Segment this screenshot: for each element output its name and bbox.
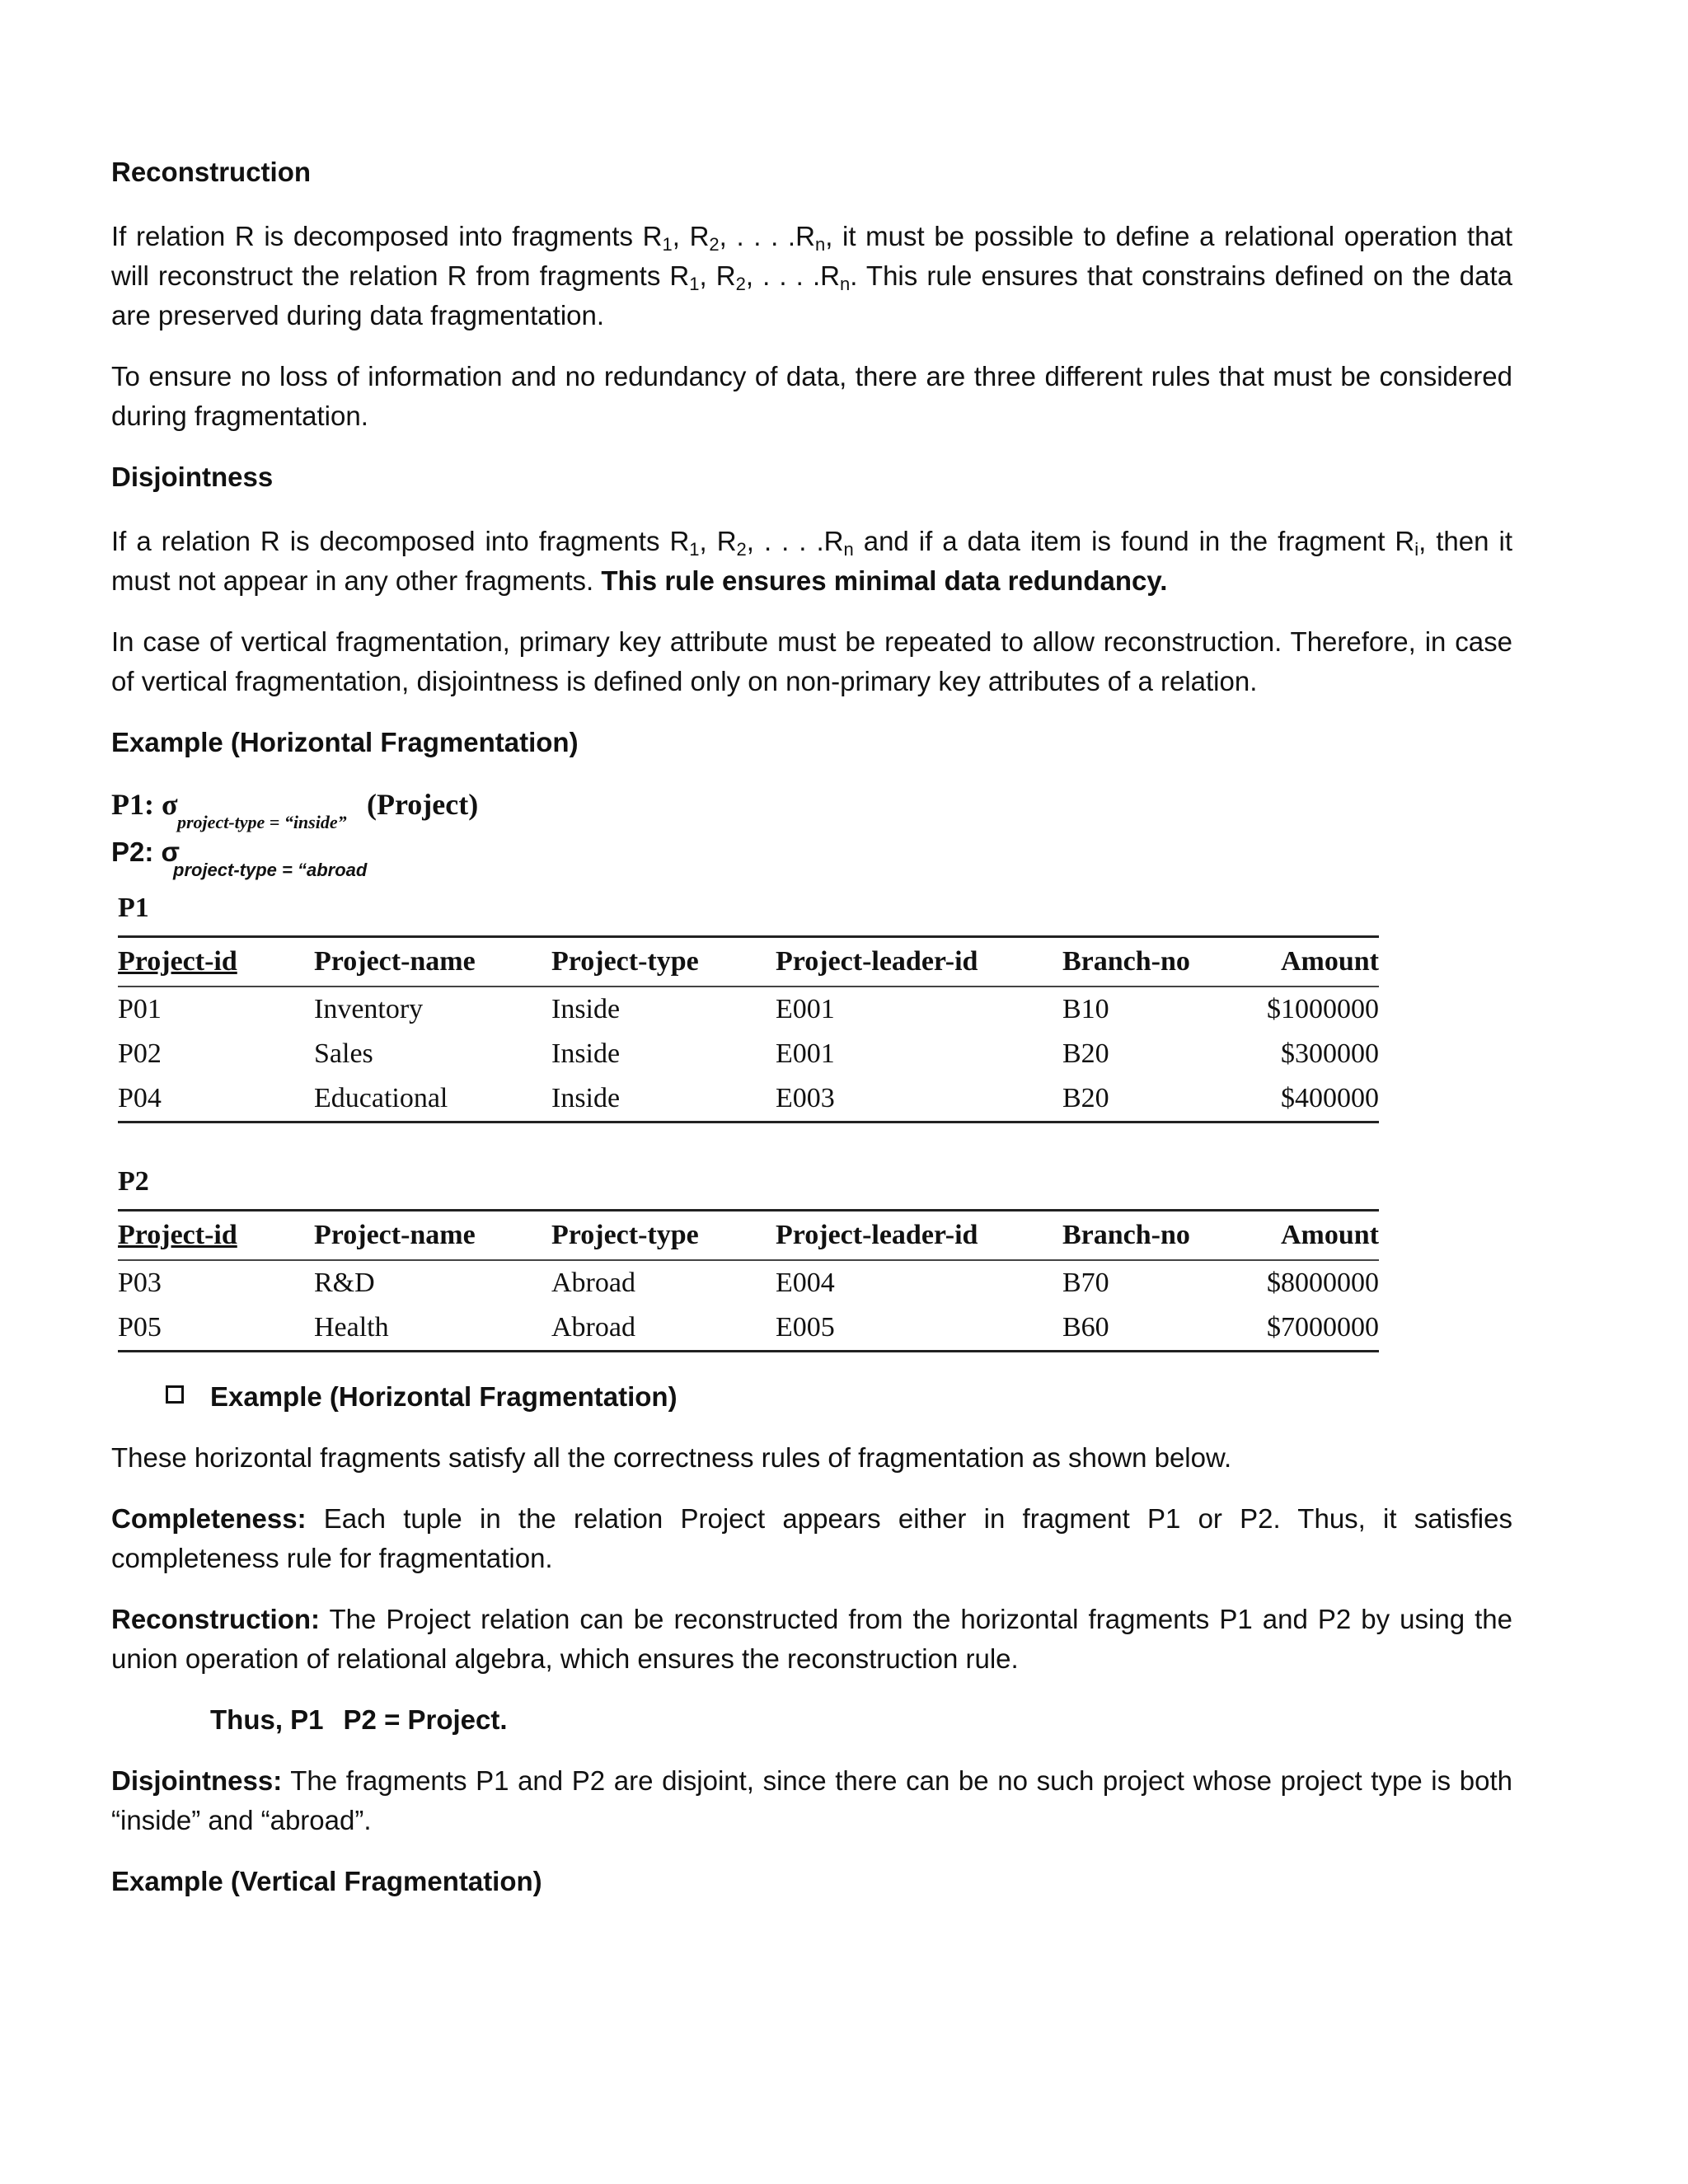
table-row — [118, 1305, 1379, 1352]
disjointness-paragraph: If a relation R is decomposed into fragments $R_1$, $R_2$, . . . $.R_n$ and if a data item is found in the fragment $R_i$, then it must not appear in any other fragments. This rule ensures minimal data redundancy. — [111, 526, 1512, 596]
cell: E001 — [776, 1038, 835, 1069]
cell: B70 — [1062, 1268, 1109, 1298]
table-row — [118, 1032, 1379, 1076]
table-row — [118, 987, 1379, 1032]
reconstruction-rule-paragraph: Reconstruction: The Project relation can be reconstructed from the horizontal fragments P1 and P2 by using the union operation of relational algebra, which ensures the reconstruction rule. — [111, 1604, 1512, 1674]
p2-table — [118, 1209, 1379, 1352]
cell: E004 — [776, 1268, 835, 1298]
cell: E001 — [776, 994, 835, 1024]
cell: Health — [314, 1312, 389, 1343]
reconstruction-paragraph: If relation R is decomposed into fragments $R_1$, $R_2$, . . . $.R_n$, it must be possible to define a relational operation that will reconstruct the relation R from fragments $R_1$, $R_2$, . . . $.R_n$. This rule ensures that constrains defined on the data are preserved during data fragmentation. — [111, 221, 1513, 330]
p1-table — [118, 935, 1379, 1123]
cell: P02 — [118, 1038, 162, 1069]
col-amount: Amount — [1280, 946, 1379, 977]
col-project-name: Project-name — [314, 1220, 476, 1250]
cell: $400000 — [1281, 1083, 1379, 1113]
p1-condition: project-type = “inside” — [177, 812, 347, 832]
p1-expression: P1: σ project-type = “inside” (Project) — [111, 788, 479, 832]
cell: B60 — [1062, 1312, 1109, 1343]
col-branch-no: Branch-no — [1062, 946, 1190, 977]
col-branch-no: Branch-no — [1062, 1220, 1190, 1250]
satisfy-paragraph: These horizontal fragments satisfy all the correctness rules of fragmentation as shown below. — [111, 1442, 1232, 1473]
p1-relation: (Project) — [367, 788, 479, 821]
cell: P04 — [118, 1083, 162, 1113]
cell: $300000 — [1281, 1038, 1379, 1069]
loss-paragraph: To ensure no loss of information and no redundancy of data, there are three different rules that must be considered during fragmentation. — [111, 361, 1512, 431]
union-statement: Thus, P1 P2 = Project. — [210, 1704, 508, 1735]
col-project-id: Project-id — [118, 1220, 237, 1250]
cell: P03 — [118, 1268, 162, 1298]
reconstruction-heading: Reconstruction — [111, 157, 312, 187]
cell: Educational — [314, 1083, 448, 1113]
col-project-leader-id: Project-leader-id — [776, 946, 978, 977]
p2-table-block — [118, 1161, 1379, 1352]
cell: Inside — [551, 1038, 621, 1069]
checkbox-bullet-icon — [166, 1385, 184, 1404]
p1-caption: P1 — [118, 893, 149, 923]
col-amount: Amount — [1280, 1220, 1379, 1250]
bullet-example-heading: Example (Horizontal Fragmentation) — [111, 1377, 1512, 1417]
cell: Inside — [551, 994, 621, 1024]
cell: E003 — [776, 1083, 835, 1113]
p1-table-block — [118, 888, 1379, 1123]
cell: Inventory — [314, 994, 424, 1024]
example-vertical-heading: Example (Vertical Fragmentation) — [111, 1866, 542, 1896]
col-project-type: Project-type — [551, 946, 699, 977]
table-header-row — [118, 1211, 1379, 1261]
vertical-paragraph: In case of vertical fragmentation, primary key attribute must be repeated to allow reconstruction. Therefore, in case of vertical fragmentation, disjointness is defined only on non-primary key attributes of a relation. — [111, 626, 1512, 696]
cell: $7000000 — [1267, 1312, 1379, 1343]
cell: $1000000 — [1267, 994, 1379, 1024]
cell: E005 — [776, 1312, 835, 1343]
cell: P01 — [118, 994, 162, 1024]
cell: P05 — [118, 1312, 162, 1343]
table-row — [118, 1076, 1379, 1122]
document-page — [111, 152, 1512, 1926]
p2-condition: project-type = “abroad — [173, 860, 368, 880]
cell: R&D — [314, 1268, 375, 1298]
disjointness-bold-rule: This rule ensures minimal data redundancy. — [601, 565, 1168, 596]
table-row — [118, 1260, 1379, 1305]
cell: Sales — [314, 1038, 373, 1069]
disjointness-heading: Disjointness — [111, 462, 274, 492]
cell: Abroad — [551, 1312, 635, 1343]
col-project-leader-id: Project-leader-id — [776, 1220, 978, 1250]
selection-expressions — [111, 787, 1512, 880]
cell: Inside — [551, 1083, 621, 1113]
table-header-row — [118, 937, 1379, 987]
cell: Abroad — [551, 1268, 635, 1298]
cell: B10 — [1062, 994, 1109, 1024]
cell: B20 — [1062, 1038, 1109, 1069]
cell: B20 — [1062, 1083, 1109, 1113]
col-project-type: Project-type — [551, 1220, 699, 1250]
example-horizontal-heading: Example (Horizontal Fragmentation) — [111, 727, 579, 757]
disjointness-rule-paragraph: Disjointness: The fragments P1 and P2 are disjoint, since there can be no such project whose project type is both “inside” and “abroad”. — [111, 1765, 1512, 1835]
col-project-id: Project-id — [118, 946, 237, 977]
col-project-name: Project-name — [314, 946, 476, 977]
p2-expression: P2: σ project-type = “abroad — [111, 837, 368, 880]
p2-caption: P2 — [118, 1166, 149, 1197]
cell: $8000000 — [1267, 1268, 1379, 1298]
completeness-paragraph: Completeness: Each tuple in the relation Project appears either in fragment P1 or P2. Thus, it satisfies completeness rule for fragmentation. — [111, 1503, 1512, 1573]
